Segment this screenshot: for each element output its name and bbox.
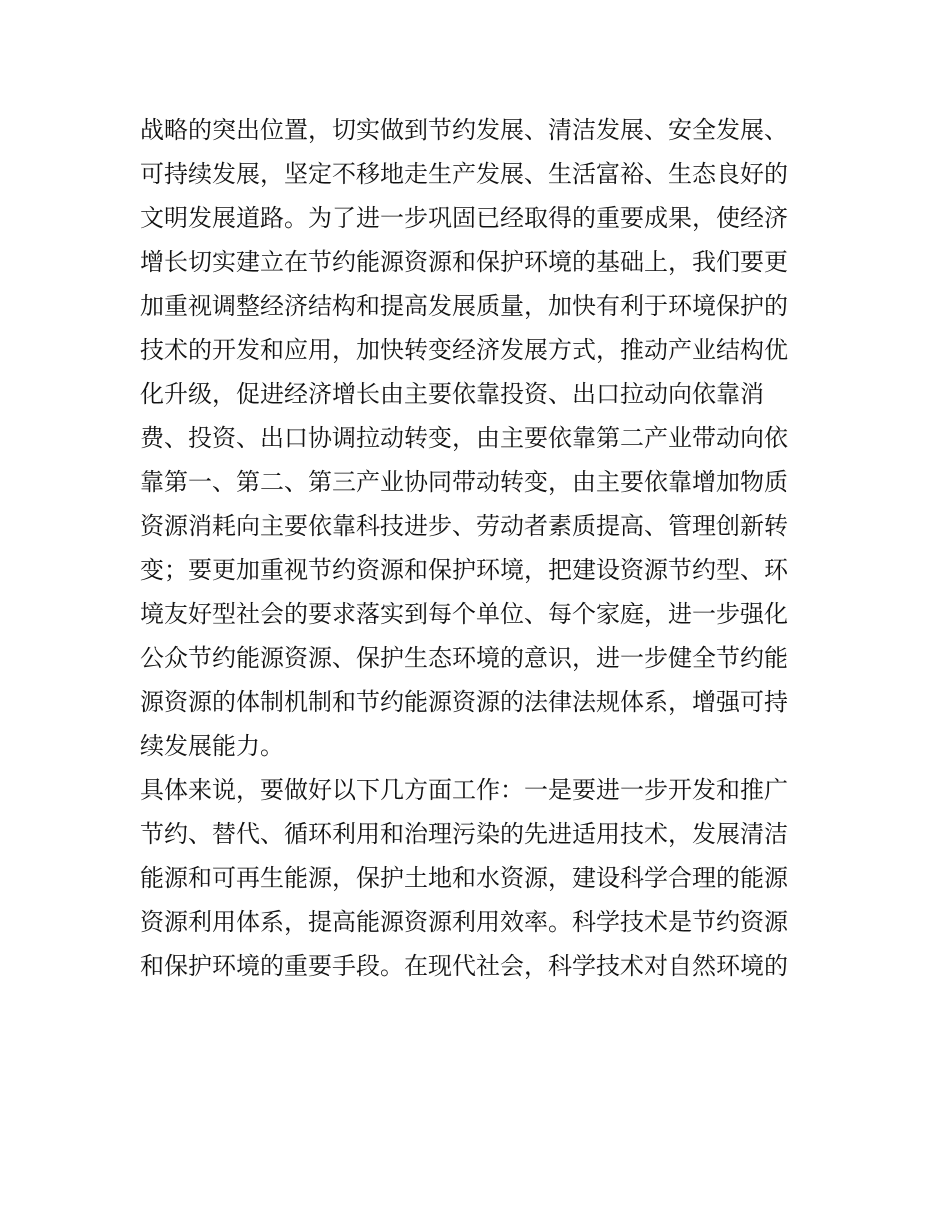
text-line: 和保护环境的重要手段。在现代社会，科学技术对自然环境的 bbox=[140, 952, 788, 980]
text-line: 源资源的体制机制和节约能源资源的法律法规体系，增强可持 bbox=[140, 688, 788, 716]
text-line: 资源利用体系，提高能源资源利用效率。科学技术是节约资源 bbox=[140, 908, 788, 936]
text-line: 公众节约能源资源、保护生态环境的意识，进一步健全节约能 bbox=[140, 644, 788, 672]
text-line: 技术的开发和应用，加快转变经济发展方式，推动产业结构优 bbox=[140, 336, 788, 364]
text-line: 增长切实建立在节约能源资源和保护环境的基础上，我们要更 bbox=[140, 248, 788, 276]
text-line: 节约、替代、循环利用和治理污染的先进适用技术，发展清洁 bbox=[140, 820, 788, 848]
text-line: 化升级，促进经济增长由主要依靠投资、出口拉动向依靠消 bbox=[140, 380, 764, 408]
text-line: 加重视调整经济结构和提高发展质量，加快有利于环境保护的 bbox=[140, 292, 788, 320]
text-line: 文明发展道路。为了进一步巩固已经取得的重要成果，使经济 bbox=[140, 204, 788, 232]
text-line: 变；要更加重视节约资源和保护环境，把建设资源节约型、环 bbox=[140, 556, 788, 584]
text-line: 境友好型社会的要求落实到每个单位、每个家庭，进一步强化 bbox=[140, 600, 788, 628]
text-line: 具体来说，要做好以下几方面工作：一是要进一步开发和推广 bbox=[140, 776, 788, 804]
text-line: 续发展能力。 bbox=[140, 732, 284, 760]
text-line: 可持续发展，坚定不移地走生产发展、生活富裕、生态良好的 bbox=[140, 160, 788, 188]
text-line: 靠第一、第二、第三产业协同带动转变，由主要依靠增加物质 bbox=[140, 468, 788, 496]
text-line: 能源和可再生能源，保护土地和水资源，建设科学合理的能源 bbox=[140, 864, 788, 892]
text-line: 费、投资、出口协调拉动转变，由主要依靠第二产业带动向依 bbox=[140, 424, 788, 452]
body-text bbox=[140, 108, 830, 988]
text-line: 资源消耗向主要依靠科技进步、劳动者素质提高、管理创新转 bbox=[140, 512, 788, 540]
text-line: 战略的突出位置，切实做到节约发展、清洁发展、安全发展、 bbox=[140, 116, 788, 144]
